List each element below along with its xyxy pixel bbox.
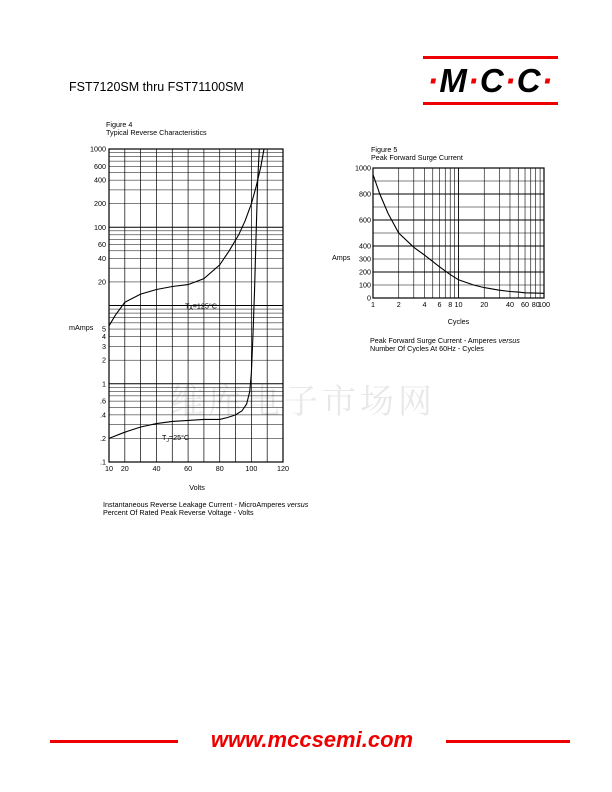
figure4-title: Typical Reverse Characteristics (106, 128, 207, 138)
figure5-chart (332, 164, 550, 327)
figure4-series-1-line (109, 149, 264, 326)
figure4-x-tick-label: 10 (105, 464, 113, 473)
figure5-x-tick-label: 10 (454, 300, 463, 309)
logo-letter-m: M (439, 62, 468, 99)
logo-letter-c1: C (479, 62, 505, 99)
figure4-series-2-line (109, 149, 259, 438)
figure4-y-axis-label: mAmps (69, 323, 94, 333)
figure4-y-tick-label: 600 (94, 161, 106, 171)
footer-line-right (446, 740, 570, 743)
figure4-description-line2: Percent Of Rated Peak Reverse Voltage - Volts (103, 508, 254, 518)
figure4-x-tick-label: 100 (245, 464, 258, 473)
footer-line-left (50, 740, 178, 743)
figure5-y-tick-label: 1000 (355, 163, 371, 173)
figure4-y-tick-label: .1 (100, 457, 106, 467)
figure4-y-tick-label: 100 (94, 222, 106, 232)
figure5-x-tick-label: 100 (538, 300, 550, 309)
figure4-y-tick-label: 20 (98, 277, 106, 287)
figure4-y-tick-label: 200 (94, 199, 106, 209)
figure5-description-versus: versus (498, 336, 520, 345)
figure5-x-tick-label: 8 (448, 300, 453, 309)
figure4-x-tick-label: 60 (184, 464, 193, 473)
figure4-x-tick-label: 40 (152, 464, 161, 473)
figure5-x-tick-label: 60 (521, 300, 530, 309)
figure5-y-tick-label: 0 (367, 293, 371, 303)
logo-letter-c2: C (516, 62, 542, 99)
figure5-y-tick-label: 300 (359, 254, 371, 264)
figure5-label: Figure 5 (371, 145, 398, 154)
figure5-y-tick-label: 200 (359, 267, 371, 277)
watermark: 维库电子市场网 (170, 382, 436, 422)
figure4-y-tick-label: 5 (102, 324, 106, 334)
figure4-series-1-label: $T_A=125^\circ C$ (185, 301, 217, 312)
figure5-x-tick-label: 6 (437, 300, 442, 309)
figure4-y-tick-label: 400 (94, 175, 106, 185)
figure4-y-tick-label: 1 (102, 379, 106, 389)
figure4-label: Figure 4 (106, 120, 133, 129)
figure4-y-tick-label: 2 (102, 355, 106, 365)
figure4-y-tick-label: 60 (98, 240, 106, 250)
figure4-x-tick-label: 20 (120, 464, 129, 473)
figure5-y-tick-label: 100 (359, 280, 371, 290)
figure4-y-tick-label: .2 (100, 433, 106, 443)
figure4-x-tick-label: 120 (277, 464, 289, 473)
figure4-description-versus: versus (287, 500, 309, 509)
figure5-y-axis-label: Amps (332, 253, 351, 262)
figure5-x-tick-label: 4 (422, 300, 427, 309)
figure5-description (370, 337, 520, 354)
figure4-description (103, 501, 308, 518)
figure5-title: Peak Forward Surge Current (371, 153, 463, 163)
figure5-description-line1: Peak Forward Surge Current - Amperes (370, 336, 499, 345)
figure4-y-tick-label: .4 (100, 410, 106, 420)
logo-text: ·M·C·C· (427, 62, 554, 99)
figure5-description-line2: Number Of Cycles At 60Hz - Cycles (370, 344, 484, 354)
document-title: FST7120SM thru FST71100SM (69, 80, 244, 94)
figure4-chart (69, 145, 289, 493)
figure4-y-tick-label: 40 (98, 253, 106, 263)
figure5-x-tick-label: 2 (396, 300, 401, 309)
figure5-y-tick-label: 400 (359, 241, 371, 251)
footer-url[interactable]: www.mccsemi.com (210, 727, 414, 752)
figure5-x-tick-label: 80 (531, 300, 540, 309)
figure4-x-tick-label: 80 (215, 464, 224, 473)
figure4-y-tick-label: 3 (102, 341, 106, 351)
figure4-x-axis-label: Volts (189, 483, 205, 492)
figure4-series-2-label: $T_J=25^\circ C$ (162, 433, 190, 444)
figure4-y-tick-label: .6 (100, 396, 106, 406)
figure4-y-tick-label: 1000 (90, 144, 106, 154)
figure5-x-tick-label: 1 (371, 300, 375, 309)
figure4-y-tick-label: 4 (102, 332, 106, 342)
figure5-x-tick-label: 40 (505, 300, 514, 309)
figure5-x-axis-label: Cycles (447, 317, 470, 326)
figure5-x-tick-label: 20 (480, 300, 489, 309)
figure5-y-tick-label: 600 (359, 215, 371, 225)
figure5-y-tick-label: 800 (359, 189, 371, 199)
figure4-description-line1: Instantaneous Reverse Leakage Current - MicroAmperes (103, 500, 288, 509)
